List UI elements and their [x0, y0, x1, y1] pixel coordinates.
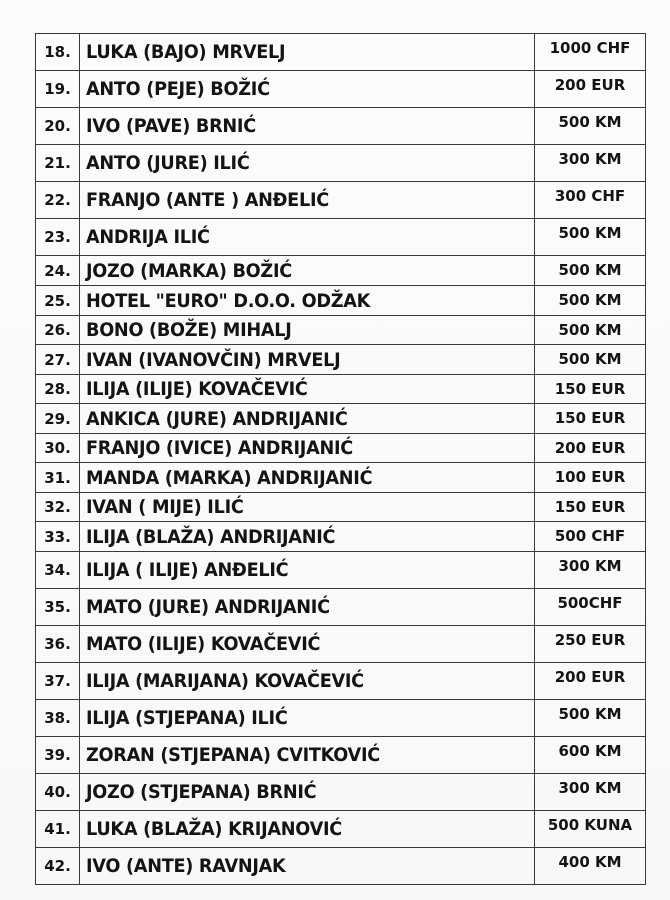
donor-name [80, 552, 535, 589]
donor-name-text: IVAN ( MIJE) ILIĆ [86, 496, 244, 518]
donor-name-text: ILIJA (ILIJE) KOVAČEVIĆ [86, 378, 308, 400]
donor-name [80, 811, 535, 848]
donation-amount: 500 KM [535, 256, 646, 286]
donation-amount: 150 EUR [535, 404, 646, 434]
row-number: 41. [36, 811, 80, 848]
table-row [36, 375, 646, 404]
donor-name-text: MATO (JURE) ANDRIJANIĆ [86, 596, 330, 618]
donor-name-text: ILIJA ( ILIJE) ANĐELIĆ [86, 559, 289, 581]
donor-name [80, 316, 535, 345]
donor-name [80, 848, 535, 885]
table-row [36, 493, 646, 522]
row-number: 39. [36, 737, 80, 774]
donor-name [80, 71, 535, 108]
donation-amount: 500 KM [535, 286, 646, 316]
donor-name [80, 434, 535, 463]
donation-amount: 150 EUR [535, 375, 646, 404]
donor-name-text: JOZO (STJEPANA) BRNIĆ [86, 781, 317, 803]
donor-table [35, 33, 646, 885]
table-row [36, 71, 646, 108]
row-number: 30. [36, 434, 80, 463]
donor-name [80, 737, 535, 774]
donor-name-text: BONO (BOŽE) MIHALJ [86, 319, 292, 341]
table-row [36, 434, 646, 463]
donation-amount: 1000 CHF [535, 34, 646, 71]
donor-name-text: IVO (ANTE) RAVNJAK [86, 855, 286, 877]
table-row [36, 463, 646, 493]
donor-name [80, 774, 535, 811]
donation-amount: 300 KM [535, 145, 646, 182]
donor-name [80, 404, 535, 434]
table-row [36, 848, 646, 885]
donation-amount: 200 EUR [535, 434, 646, 463]
donor-name-text: LUKA (BLAŽA) KRIJANOVIĆ [86, 818, 342, 840]
table-row [36, 108, 646, 145]
row-number: 23. [36, 219, 80, 256]
row-number: 29. [36, 404, 80, 434]
row-number: 24. [36, 256, 80, 286]
row-number: 20. [36, 108, 80, 145]
donor-name [80, 522, 535, 552]
donor-name-text: FRANJO (IVICE) ANDRIJANIĆ [86, 437, 353, 459]
donor-name-text: FRANJO (ANTE ) ANĐELIĆ [86, 189, 329, 211]
donation-amount: 500 CHF [535, 522, 646, 552]
table-row [36, 663, 646, 700]
table-row [36, 811, 646, 848]
donation-amount: 150 EUR [535, 493, 646, 522]
donor-name [80, 589, 535, 626]
row-number: 27. [36, 345, 80, 375]
donor-name [80, 463, 535, 493]
table-row [36, 219, 646, 256]
donation-amount: 200 EUR [535, 71, 646, 108]
donor-name [80, 256, 535, 286]
donor-name-text: ILIJA (BLAŽA) ANDRIJANIĆ [86, 525, 336, 548]
row-number: 22. [36, 182, 80, 219]
donor-name [80, 626, 535, 663]
donor-table-body [36, 34, 646, 885]
donation-amount: 500 KM [535, 108, 646, 145]
donor-name-text: ZORAN (STJEPANA) CVITKOVIĆ [86, 744, 380, 766]
table-row [36, 404, 646, 434]
row-number: 34. [36, 552, 80, 589]
row-number: 40. [36, 774, 80, 811]
row-number: 37. [36, 663, 80, 700]
donor-name [80, 663, 535, 700]
donation-amount: 300 CHF [535, 182, 646, 219]
donor-name-text: ANDRIJA ILIĆ [86, 226, 210, 248]
table-row [36, 589, 646, 626]
row-number: 32. [36, 493, 80, 522]
donor-name [80, 182, 535, 219]
donation-amount: 100 EUR [535, 463, 646, 493]
donation-amount: 500 KM [535, 219, 646, 256]
table-row [36, 345, 646, 375]
donation-amount: 500 KM [535, 345, 646, 375]
donor-name [80, 145, 535, 182]
row-number: 21. [36, 145, 80, 182]
donor-name-text: IVAN (IVANOVČIN) MRVELJ [86, 348, 341, 371]
donor-name-text: ILIJA (MARIJANA) KOVAČEVIĆ [86, 670, 364, 692]
row-number: 35. [36, 589, 80, 626]
donation-amount: 500 KM [535, 316, 646, 345]
donor-name-text: MATO (ILIJE) KOVAČEVIĆ [86, 633, 321, 655]
donor-name-text: ANKICA (JURE) ANDRIJANIĆ [86, 407, 348, 430]
table-row [36, 145, 646, 182]
table-row [36, 256, 646, 286]
row-number: 38. [36, 700, 80, 737]
donor-name-text: LUKA (BAJO) MRVELJ [86, 41, 286, 63]
donor-name [80, 700, 535, 737]
donor-name-text: IVO (PAVE) BRNIĆ [86, 115, 256, 137]
donation-amount: 250 EUR [535, 626, 646, 663]
table-row [36, 34, 646, 71]
row-number: 31. [36, 463, 80, 493]
donor-name-text: HOTEL "EURO" D.O.O. ODŽAK [86, 289, 371, 312]
donation-amount: 200 EUR [535, 663, 646, 700]
donation-amount: 300 KM [535, 552, 646, 589]
donor-name [80, 219, 535, 256]
donation-amount: 600 KM [535, 737, 646, 774]
donation-amount: 300 KM [535, 774, 646, 811]
table-row [36, 626, 646, 663]
row-number: 25. [36, 286, 80, 316]
donor-name-text: ANTO (JURE) ILIĆ [86, 152, 250, 174]
table-row [36, 737, 646, 774]
row-number: 19. [36, 71, 80, 108]
table-row [36, 316, 646, 345]
donor-name-text: JOZO (MARKA) BOŽIĆ [86, 259, 292, 282]
donor-name [80, 286, 535, 316]
row-number: 42. [36, 848, 80, 885]
row-number: 33. [36, 522, 80, 552]
donor-name [80, 375, 535, 404]
donor-name [80, 345, 535, 375]
table-row [36, 552, 646, 589]
donor-name [80, 493, 535, 522]
donor-name [80, 34, 535, 71]
donation-amount: 500 KUNA [535, 811, 646, 848]
table-row [36, 774, 646, 811]
donation-amount: 500 KM [535, 700, 646, 737]
row-number: 28. [36, 375, 80, 404]
donor-name-text: MANDA (MARKA) ANDRIJANIĆ [86, 466, 373, 489]
table-row [36, 522, 646, 552]
row-number: 18. [36, 34, 80, 71]
table-row [36, 700, 646, 737]
table-row [36, 286, 646, 316]
donation-amount: 400 KM [535, 848, 646, 885]
donor-name [80, 108, 535, 145]
donor-name-text: ANTO (PEJE) BOŽIĆ [86, 78, 270, 100]
table-row [36, 182, 646, 219]
donor-name-text: ILIJA (STJEPANA) ILIĆ [86, 707, 288, 729]
row-number: 26. [36, 316, 80, 345]
row-number: 36. [36, 626, 80, 663]
donation-amount: 500CHF [535, 589, 646, 626]
